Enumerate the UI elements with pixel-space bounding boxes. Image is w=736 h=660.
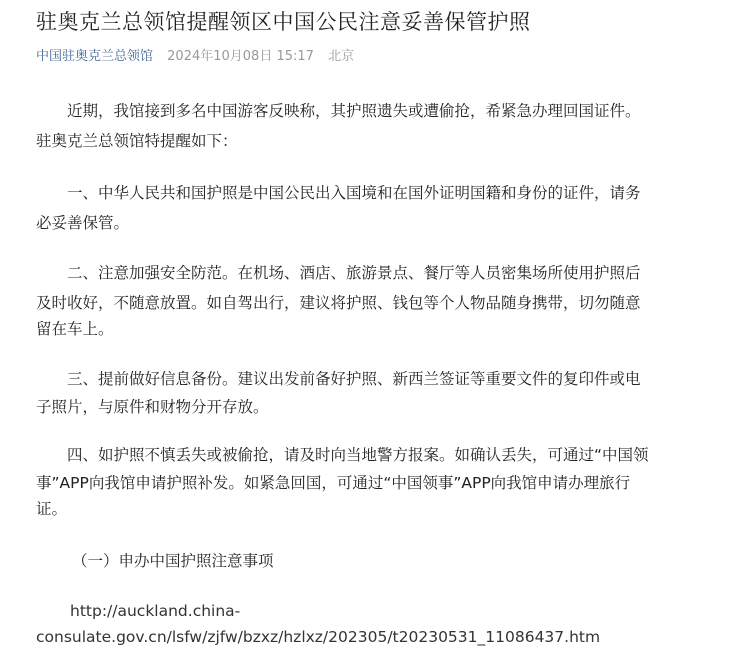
article-source[interactable]: 中国驻奥克兰总领馆 xyxy=(36,49,154,64)
paragraph-3-line-3: 留在车上。 xyxy=(36,320,114,338)
paragraph-4-line-2: 子照片，与原件和财物分开存放。 xyxy=(36,398,269,416)
paragraph-2-line-1: 一、中华人民共和国护照是中国公民出入国境和在国外证明国籍和身份的证件，请务 xyxy=(67,184,641,202)
reference-link-line-2[interactable]: consulate.gov.cn/lsfw/zjfw/bzxz/hzlxz/202305/t20230531_11086437.htm xyxy=(36,628,601,646)
paragraph-1-line-2: 驻奥克兰总领馆特提醒如下： xyxy=(36,132,238,150)
paragraph-3-line-1: 二、注意加强安全防范。在机场、酒店、旅游景点、餐厅等人员密集场所使用护照后 xyxy=(67,264,641,282)
paragraph-5-line-3: 证。 xyxy=(36,500,68,518)
subheading: （一）申办中国护照注意事项 xyxy=(72,552,274,570)
paragraph-3-line-2: 及时收好，不随意放置。如自驾出行，建议将护照、钱包等个人物品随身携带，切勿随意 xyxy=(36,294,641,312)
paragraph-4-line-1: 三、提前做好信息备份。建议出发前备好护照、新西兰签证等重要文件的复印件或电 xyxy=(67,370,641,388)
paragraph-5-line-1: 四、如护照不慎丢失或被偷抢，请及时向当地警方报案。如确认丢失，可通过“中国领 xyxy=(67,446,649,464)
article-title: 驻奥克兰总领馆提醒领区中国公民注意妥善保管护照 xyxy=(36,10,531,34)
article-meta xyxy=(36,45,364,64)
reference-link-line-1[interactable]: http://auckland.china- xyxy=(70,602,241,620)
article-location: 北京 xyxy=(328,49,355,64)
paragraph-2-line-2: 必妥善保管。 xyxy=(36,214,130,232)
article-date: 2024年10月08日 15:17 xyxy=(167,49,314,64)
paragraph-5-line-2: 事”APP向我馆申请护照补发。如紧急回国，可通过“中国领事”APP向我馆申请办理旅行 xyxy=(36,474,631,492)
paragraph-1-line-1: 近期，我馆接到多名中国游客反映称，其护照遗失或遭偷抢，希紧急办理回国证件。 xyxy=(67,102,641,120)
